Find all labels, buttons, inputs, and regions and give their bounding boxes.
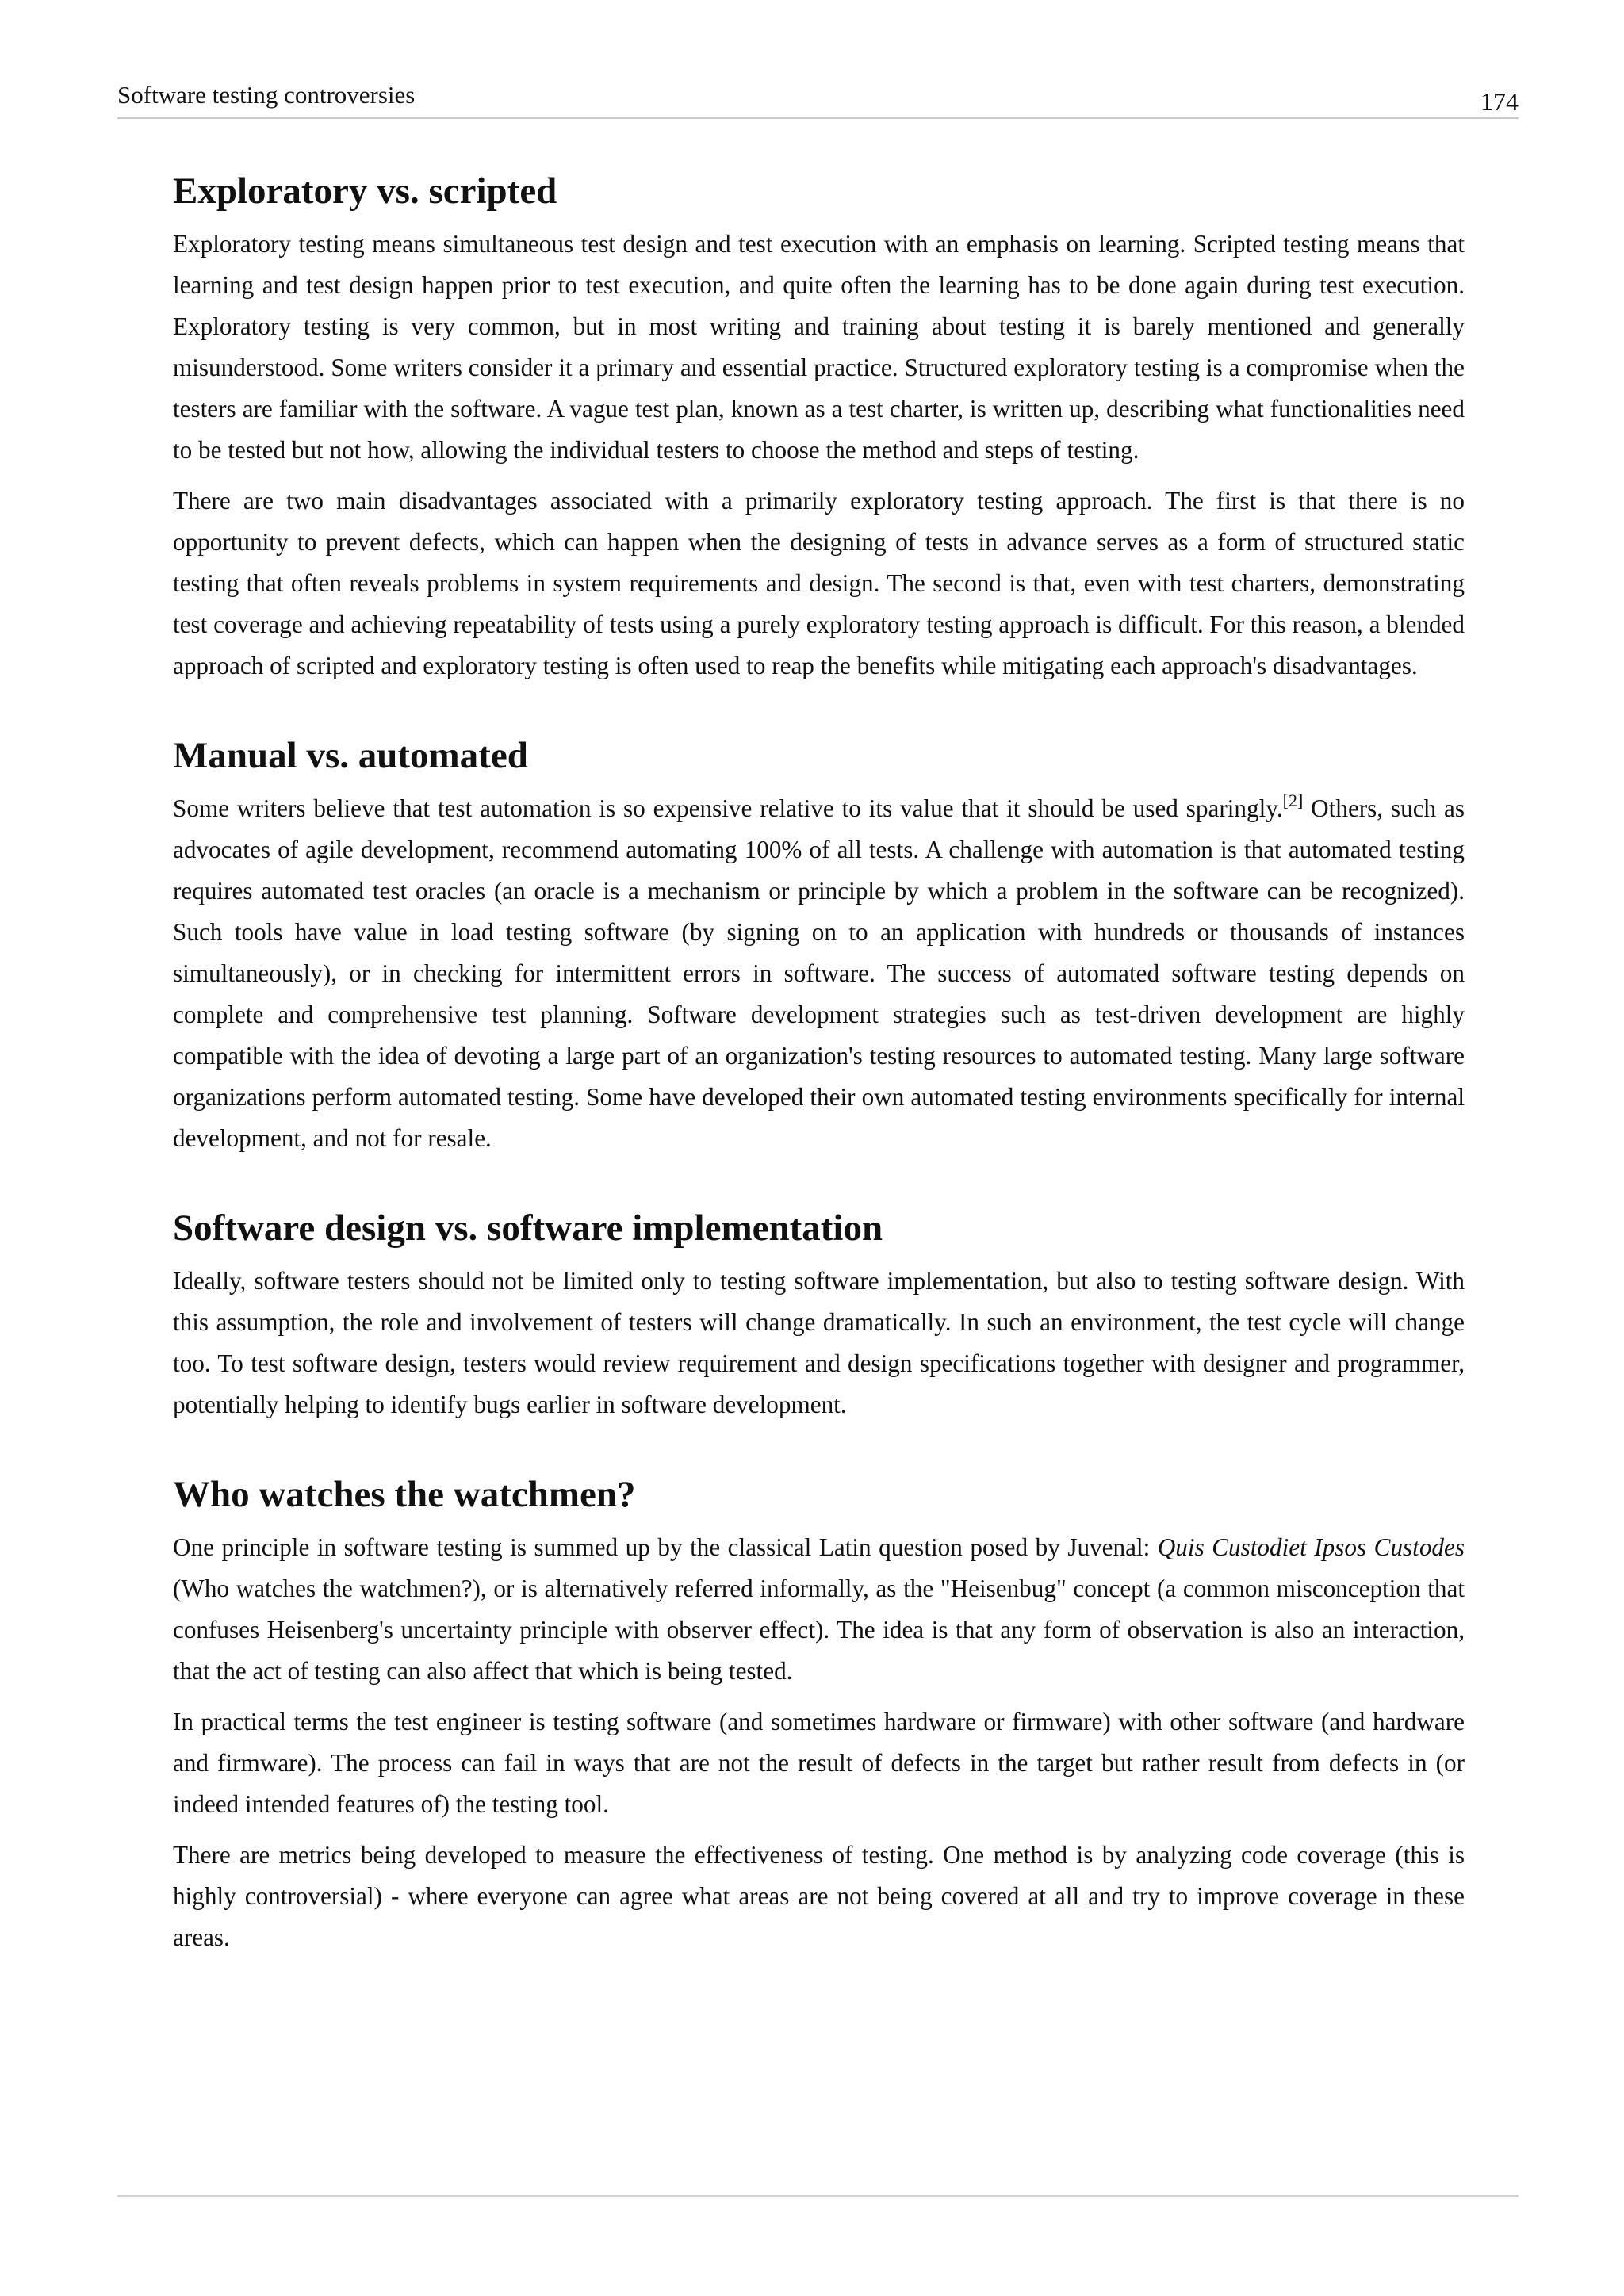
section-heading: Who watches the watchmen? <box>173 1474 636 1515</box>
paragraph-text: Others, such as advocates of agile development, recommend automating 100% of all tests. A challenge with automation is that automated testing requires automated test oracles (an oracle is a mechanism or principle by which a problem in the software can be recognized). Such tools have value in load testing software (by signing on to an application with hundreds or thousands of instances simultaneously), or in checking for intermittent errors in software. The success of automated software testing depends on complete and comprehensive test planning. Software development strategies such as test-driven development are highly compatible with the idea of devoting a large part of an organization's testing resources to automated testing. Many large software organizations perform automated testing. Some have developed their own automated testing environments specifically for internal development, and not for resale. <box>173 794 1465 1152</box>
paragraph: Ideally, software testers should not be limited only to testing software implementation, but also to testing software design. With this assumption, the role and involvement of testers will change dramatically. In such an environment, the test cycle will change too. To test software design, testers would review requirement and design specifications together with designer and programmer, potentially helping to identify bugs earlier in software development. <box>173 1267 1465 1418</box>
section-exploratory-vs-scripted <box>173 163 1465 687</box>
paragraph-text: One principle in software testing is summed up by the classical Latin question posed by Juvenal: <box>173 1533 1158 1561</box>
paragraph-text: (Who watches the watchmen?), or is alternatively referred informally, as the "Heisenbug" concept (a common misconception that confuses Heisenberg's uncertainty principle with observer effect). The idea is that any form of observation is also an interaction, that the act of testing can also affect that which is being tested. <box>173 1575 1465 1685</box>
page-number: 174 <box>1480 87 1519 116</box>
section-who-watches-the-watchmen <box>173 1467 1465 1958</box>
paragraph-text: Some writers believe that test automation is so expensive relative to its value that it should be used sparingly. <box>173 794 1283 822</box>
section-heading: Exploratory vs. scripted <box>173 170 557 212</box>
footer-rule <box>117 2195 1519 2197</box>
paragraph: Exploratory testing means simultaneous test design and test execution with an emphasis on learning. Scripted testing means that learning and test design happen prior to test execution, and quite often the learning has to be done again during test execution. Exploratory testing is very common, but in most writing and training about testing it is barely mentioned and generally misunderstood. Some writers consider it a primary and essential practice. Structured exploratory testing is a compromise when the testers are familiar with the software. A vague test plan, known as a test charter, is written up, describing what functionalities need to be tested but not how, allowing the individual testers to choose the method and steps of testing. <box>173 230 1465 464</box>
latin-phrase: Quis Custodiet Ipsos Custodes <box>1157 1533 1465 1561</box>
running-title: Software testing controversies <box>117 81 416 109</box>
paragraph: In practical terms the test engineer is testing software (and sometimes hardware or firmware) with other software (and hardware and firmware). The process can fail in ways that are not the result of defects in the target but rather result from defects in (or indeed intended features of) the testing tool. <box>173 1708 1465 1818</box>
citation-link[interactable]: [2] <box>1282 790 1304 810</box>
paragraph <box>173 788 1465 1159</box>
article-body <box>173 163 1465 1999</box>
section-heading: Software design vs. software implementation <box>173 1207 883 1249</box>
running-header <box>117 78 1519 119</box>
section-heading: Manual vs. automated <box>173 735 528 776</box>
section-manual-vs-automated <box>173 728 1465 1159</box>
paragraph <box>173 1527 1465 1692</box>
section-design-vs-implementation <box>173 1200 1465 1425</box>
paragraph: There are metrics being developed to measure the effectiveness of testing. One method is by analyzing code coverage (this is highly controversial) - where everyone can agree what areas are not being covered at all and try to improve coverage in these areas. <box>173 1841 1465 1951</box>
paragraph: There are two main disadvantages associated with a primarily exploratory testing approach. The first is that there is no opportunity to prevent defects, which can happen when the designing of tests in advance serves as a form of structured static testing that often reveals problems in system requirements and design. The second is that, even with test charters, demonstrating test coverage and achieving repeatability of tests using a purely exploratory testing approach is difficult. For this reason, a blended approach of scripted and exploratory testing is often used to reap the benefits while mitigating each approach's disadvantages. <box>173 487 1465 679</box>
